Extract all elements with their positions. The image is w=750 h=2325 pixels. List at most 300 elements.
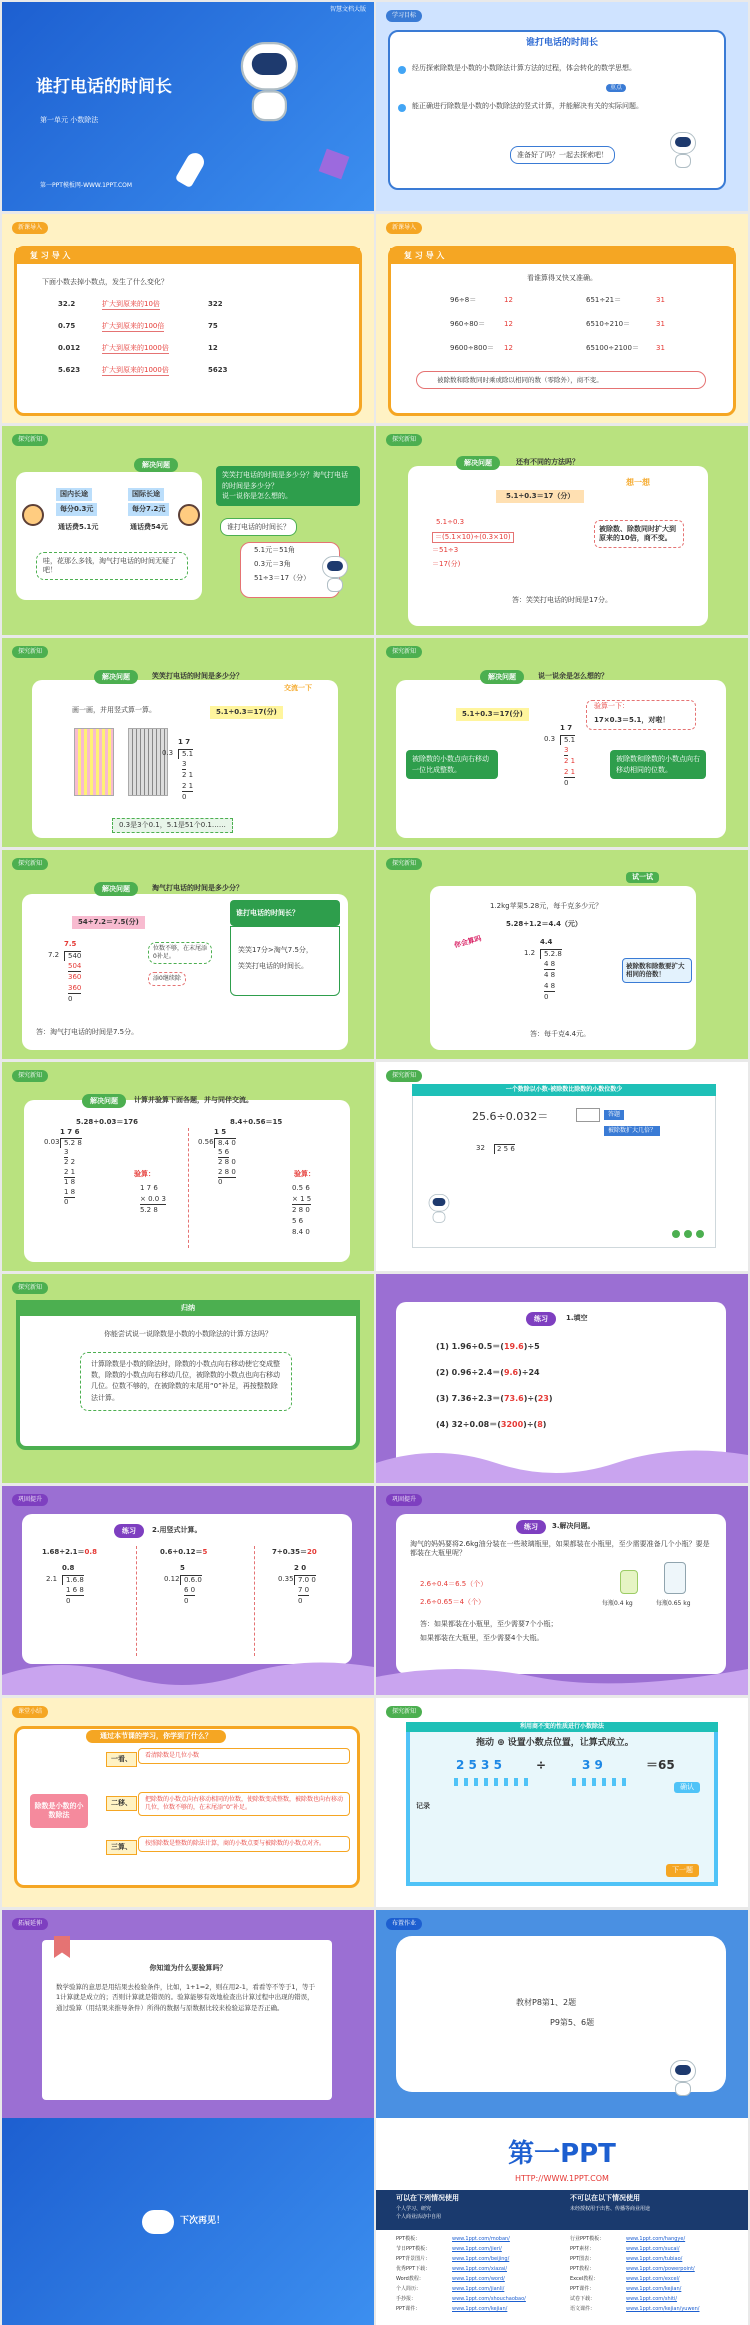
fill-answer: 9.6 — [503, 1368, 519, 1377]
control-button[interactable] — [696, 1230, 704, 1238]
credit-label: 节日PPT模板： — [396, 2246, 431, 2252]
confirm-button[interactable]: 确认 — [674, 1782, 700, 1793]
robot-mascot — [666, 132, 700, 172]
note-continue: 添0继续除 — [148, 972, 186, 986]
verify-line: × 0.0 3 — [140, 1195, 166, 1205]
credit-label: PPT教程： — [570, 2266, 595, 2272]
credit-label: PPT素材： — [570, 2246, 595, 2252]
div-step: 3 — [64, 1148, 68, 1158]
slide-tag: 探究新知 — [386, 434, 422, 446]
credit-link[interactable]: www.1ppt.com/hangye/ — [626, 2236, 686, 2242]
eq-1-answer: 0.8 — [84, 1548, 97, 1556]
step-text: 按照除数是整数的除法计算，商的小数点要与被除数的小数点对齐。 — [138, 1836, 350, 1852]
brand-label: 智慧文档大版 — [329, 6, 366, 13]
row-result: 12 — [208, 344, 218, 352]
robot-mascot — [318, 556, 352, 596]
row-number: 0.75 — [58, 322, 76, 330]
bullet-icon — [398, 104, 406, 112]
eq-3 — [272, 1548, 317, 1557]
fill-text: 7.36÷2.3＝( — [451, 1394, 504, 1403]
slide-check[interactable] — [376, 638, 748, 847]
question-title: 还有不同的方法吗？ — [516, 458, 579, 466]
next-button[interactable]: 下一题 — [666, 1864, 699, 1877]
credit-link[interactable]: www.1ppt.com/beijing/ — [452, 2256, 510, 2262]
credit-label: 行业PPT模板： — [570, 2236, 605, 2242]
review-question: 看谁算得又快又准确。 — [527, 274, 597, 282]
answer-button[interactable]: 答题 — [604, 1110, 624, 1120]
eq-step: ＝(5.1×10)÷(0.3×10) — [432, 532, 514, 543]
question-sub: 说一说你是怎么想的。 — [222, 492, 292, 500]
div-step: 5 6 — [218, 1148, 229, 1158]
review-banner: 复 习 导 入 — [390, 248, 734, 264]
div-dividend: 5.2.8 — [540, 949, 562, 959]
eq-step: 5.1÷0.3 — [436, 518, 465, 526]
robot-mascot — [425, 1194, 452, 1226]
eq-left: 5.28÷0.03＝176 — [76, 1118, 139, 1126]
slide-tag: 巩固提升 — [386, 1494, 422, 1506]
question-box — [216, 466, 360, 506]
question-title: 淘气打电话的时间是多少分？ — [152, 884, 243, 892]
review-question: 下面小数去掉小数点，发生了什么变化？ — [42, 278, 168, 286]
plus-sign: ÷ — [536, 1758, 547, 1772]
fill-answer: 23 — [537, 1394, 549, 1403]
goodbye-text: 下次再见！ — [180, 2216, 226, 2226]
decimal-slot-track[interactable] — [454, 1778, 534, 1786]
row-expression: 6510÷210＝ — [586, 320, 631, 328]
div-step: 4 8 — [544, 960, 555, 970]
div-divisor: 2.1 — [46, 1575, 58, 1583]
eq-step: ＝17(分) — [432, 560, 461, 568]
div-step: 360 — [68, 984, 81, 994]
fill-number: (1) — [436, 1342, 452, 1351]
hint-button[interactable]: 被除数扩大几倍？ — [604, 1126, 660, 1136]
row-change: 扩大到原来的10倍 — [102, 300, 160, 310]
credit-label: PPT课件： — [396, 2306, 421, 2312]
compare-head: 谁打电话的时间长？ — [230, 900, 340, 926]
top-equation: 5.1÷0.3＝17(分) — [456, 708, 529, 721]
slide-fill[interactable] — [376, 1274, 748, 1483]
credit-link[interactable]: www.1ppt.com/xiazai/ — [452, 2266, 508, 2272]
row-expression: 651÷21＝ — [586, 296, 622, 304]
fill-number: (4) — [436, 1420, 452, 1429]
compare-line: 笑笑打电话的时间长。 — [238, 962, 308, 970]
credit-label: PPT背景图片： — [396, 2256, 431, 2262]
practice-title: 1.填空 — [566, 1314, 588, 1322]
row-answer: 12 — [504, 344, 513, 352]
credit-link[interactable]: www.1ppt.com/kejian/yuwen/ — [626, 2306, 700, 2312]
credits-head-1: 可以在下列情况使用 — [396, 2194, 459, 2202]
control-button[interactable] — [684, 1230, 692, 1238]
answer-input[interactable] — [576, 1108, 600, 1122]
div-step: 0 — [66, 1597, 71, 1605]
control-button[interactable] — [672, 1230, 680, 1238]
credit-link[interactable]: www.1ppt.com/shouchaobao/ — [452, 2296, 526, 2302]
objectives-head: 谁打电话的时间长 — [525, 38, 598, 48]
cover-subtitle: 第一单元 小数除法 — [40, 116, 99, 124]
credits-head-2: 不可以在以下情况使用 — [570, 2194, 640, 2202]
div-quotient: 0.8 — [62, 1564, 75, 1572]
div-quotient: 5 — [180, 1564, 185, 1572]
rocket-icon — [175, 150, 208, 188]
note-pad-zero: 位数不够，在末尾添0补足。 — [148, 942, 212, 964]
equation-line: 5.28÷1.2＝4.4（元） — [506, 920, 582, 928]
row-number: 0.012 — [58, 344, 81, 352]
row-answer: 12 — [504, 320, 513, 328]
credit-link[interactable]: www.1ppt.com/excel/ — [626, 2276, 680, 2282]
credit-link[interactable]: www.1ppt.com/shiti/ — [626, 2296, 678, 2302]
div-divisor: 7.2 — [48, 951, 60, 959]
number-2: 3 9 — [582, 1758, 603, 1772]
verify-label: 验算： — [294, 1170, 315, 1178]
rule-note: 被除数和除数同时乘或除以相同的数（零除外），商不变。 — [416, 371, 706, 389]
credits-url: HTTP://WWW.1PPT.COM — [515, 2174, 609, 2183]
topic-pill: 解决问题 — [94, 670, 138, 684]
cube-icon — [319, 149, 350, 180]
div-step: 0 — [68, 995, 73, 1003]
practice-pill: 练习 — [526, 1312, 556, 1326]
small-bottle-label: 每瓶0.4 kg — [602, 1600, 633, 1607]
instruction-line: 画一画，并用竖式算一算。 — [72, 706, 156, 714]
solution-1: 2.6÷0.4＝6.5（个） — [420, 1580, 488, 1588]
tip-box: 被除数和除数要扩大相同的倍数！ — [622, 958, 692, 983]
slide-tag: 探究新知 — [386, 646, 422, 658]
slide-tag: 探究新知 — [12, 646, 48, 658]
div-quotient: 1 7 — [178, 738, 191, 746]
credits-logo: 第一PPT — [508, 2139, 616, 2169]
div-step: 1 6 8 — [66, 1586, 84, 1596]
answer-line: 答：笑笑打电话的时间是17分。 — [512, 596, 612, 604]
right-rule: 被除数和除数的小数点向右移动相同的位数。 — [610, 750, 706, 779]
div-divisor: 0.35 — [278, 1575, 294, 1583]
slide-goodbye[interactable] — [2, 2118, 374, 2325]
step-text: 把除数的小数点向右移动相同的位数，使除数变成整数，被除数也向右移动几位，位数不够的，在末尾添“0”补足。 — [138, 1792, 350, 1816]
record-label: 记录 — [416, 1802, 430, 1810]
row-change: 扩大到原来的1000倍 — [102, 366, 169, 376]
slide-tag: 布置作业 — [386, 1918, 422, 1930]
div-step: 1 8 — [64, 1178, 76, 1186]
div-step: 6 0 — [184, 1586, 195, 1596]
eq-2-answer: 5 — [202, 1548, 208, 1556]
div-step: 2 1 — [182, 771, 194, 779]
slide-tag: 拓展延伸 — [12, 1918, 48, 1930]
div-step: 4 8 — [544, 971, 556, 979]
summary-box: 计算除数是小数的除法时，除数的小数点向右移动使它变成整数，除数的小数点向右移动几位，被除数的小数点也向右移动几位。位数不够的，在被除数的末尾用“0”补足，再按整数除法计算。 — [80, 1352, 292, 1411]
slide-objectives[interactable] — [376, 2, 748, 211]
slide-tag: 巩固提升 — [12, 1494, 48, 1506]
grid-image-icon — [128, 728, 168, 796]
domestic-fee: 通话费5.1元 — [58, 523, 99, 531]
slide-qiqi[interactable] — [2, 850, 374, 1059]
eq-right: 8.4÷0.56＝15 — [230, 1118, 283, 1126]
fill-row — [436, 1368, 540, 1378]
decimal-slot-track[interactable] — [572, 1778, 632, 1786]
div-dividend: 540 — [64, 951, 81, 961]
row-result: 322 — [208, 300, 223, 308]
div-step: 1 8 — [64, 1188, 75, 1198]
fill-answer: 73.6 — [503, 1394, 524, 1403]
div-step: 0 — [218, 1178, 223, 1186]
grid-image-icon — [74, 728, 114, 796]
div-step: 2 8 0 — [218, 1158, 236, 1166]
div-divisor: 0.3 — [544, 735, 556, 743]
objective-2: 能正确进行除数是小数的小数除法的竖式计算，并能解决有关的实际问题。 — [412, 102, 643, 110]
rule-box: 被除数、除数同时扩大到原来的10倍，商不变。 — [594, 520, 684, 548]
fill-answer: 8 — [537, 1420, 543, 1429]
row-expression: 9600÷800＝ — [450, 344, 495, 352]
credit-label: 语文课件： — [570, 2306, 596, 2312]
slide-tag: 探究新知 — [12, 858, 48, 870]
fill-text: ) — [542, 1420, 547, 1429]
row-answer: 31 — [656, 344, 665, 352]
div-quotient: 4.4 — [540, 938, 553, 946]
div-step: 0 — [544, 993, 549, 1001]
topic-pill: 解决问题 — [456, 456, 500, 470]
div-quotient: 7.5 — [64, 940, 77, 948]
cloud-icon — [142, 2210, 174, 2234]
slide-review-2[interactable] — [376, 214, 748, 423]
divider — [188, 1128, 189, 1248]
step-label: 一看、 — [106, 1752, 137, 1767]
speech-bubble: 谁打电话的时间长？ — [220, 518, 297, 536]
extension-question: 你知道为什么要验算吗？ — [149, 1964, 227, 1972]
slide-review-1[interactable] — [2, 214, 374, 423]
slide-summary-method[interactable] — [2, 1274, 374, 1483]
fill-row — [436, 1420, 546, 1430]
answer-line: 如果都装在大瓶里，至少需要4个大瓶。 — [420, 1634, 544, 1642]
slide-draw[interactable] — [2, 638, 374, 847]
check-result: 17×0.3＝5.1，对啦！ — [594, 716, 670, 724]
slide-try[interactable] — [376, 850, 748, 1059]
slide-tag: 探究新知 — [386, 858, 422, 870]
star-label: 你会算吗 — [453, 934, 483, 950]
fill-number: (2) — [436, 1368, 452, 1377]
number-1: 2 5 3 5 — [456, 1758, 502, 1772]
verify-line: 0.5 6 — [292, 1184, 310, 1192]
small-bottle-icon — [620, 1570, 638, 1594]
row-result: 75 — [208, 322, 218, 330]
div-step: 2 1 — [564, 757, 576, 765]
div-divisor: 0.12 — [164, 1575, 180, 1583]
credit-link[interactable]: www.1ppt.com/powerpoint/ — [626, 2266, 695, 2272]
extension-body: 数学验算的意思是用结果去检验条件，比如，1+1=2，则在用2-1，看看等不等于1，等于1计算就是成立的；否则计算就是错误的。验算能够有效地检查出计算过程中出现的错误，通过验算（用结果来推导条件）所得的数据与原数据比较来检验运算是否正确。 — [56, 1983, 316, 2012]
robot-mascot — [232, 42, 307, 130]
credit-link[interactable]: www.1ppt.com/jianli/ — [452, 2286, 505, 2292]
credit-link[interactable]: www.1ppt.com/kejian/ — [626, 2286, 682, 2292]
kid-avatar — [178, 504, 200, 526]
divider — [254, 1546, 255, 1656]
large-bottle-label: 每瓶0.65 kg — [656, 1600, 691, 1607]
div-dividend: 0.6.0 — [180, 1575, 202, 1585]
slide-interactive[interactable] — [376, 1062, 748, 1271]
interactive-equation: 25.6÷0.032＝ — [472, 1110, 549, 1123]
practice-pill: 练习 — [516, 1520, 546, 1534]
fill-text: 0.96÷2.4＝( — [451, 1368, 504, 1377]
summary-topic: 除数是小数的小数除法 — [30, 1794, 88, 1828]
fill-row — [436, 1342, 540, 1352]
slide-tag: 探究新知 — [386, 1706, 422, 1718]
think-star: 想一想 — [626, 478, 650, 487]
step-label: 二移、 — [106, 1796, 137, 1811]
intl-label: 国际长途 — [128, 488, 164, 501]
credit-label: 手抄报： — [396, 2296, 417, 2302]
homework-line: P9第5、6题 — [550, 2018, 595, 2027]
fill-text: )÷( — [523, 1394, 538, 1403]
div-divisor: 0.3 — [162, 749, 174, 757]
slide-tag: 探究新知 — [12, 434, 48, 446]
div-step: 0 — [298, 1597, 303, 1605]
verify-line: 5 6 — [292, 1217, 304, 1225]
wave-decoration — [376, 1655, 748, 1695]
speech-bubble: 准备好了吗？一起去探索吧！ — [510, 146, 615, 164]
verify-line: 2 8 0 — [292, 1206, 310, 1214]
credit-link[interactable]: www.1ppt.com/sucai/ — [626, 2246, 680, 2252]
step-text: 看清除数是几位小数 — [138, 1748, 350, 1764]
credits-item: 个人商业活动中自用 — [396, 2214, 442, 2220]
kid-remark: 哇，花那么多钱，淘气打电话的时间无疑了吧！ — [36, 552, 188, 580]
div-step: 3 — [564, 746, 568, 756]
div-step: 3 — [182, 760, 186, 770]
fill-text: )÷5 — [523, 1342, 540, 1351]
slide-tag: 新课导入 — [386, 222, 422, 234]
review-banner: 复 习 导 入 — [16, 248, 360, 264]
calc-line: 5.1元＝51角 — [254, 546, 296, 554]
left-rule: 被除数的小数点向右移动一位比成整数。 — [406, 750, 498, 779]
topic-pill: 解决问题 — [480, 670, 524, 684]
slide-problem[interactable] — [2, 426, 374, 635]
slide-verify[interactable] — [2, 1062, 374, 1271]
step-label: 三算、 — [106, 1840, 137, 1855]
star-label: 交流一下 — [284, 684, 312, 692]
verify-line: 5.2 8 — [140, 1206, 158, 1214]
div-step: 0 — [182, 793, 187, 801]
answer-line: 答：每千克4.4元。 — [530, 1030, 591, 1038]
credit-link[interactable]: www.1ppt.com/kejian/ — [452, 2306, 508, 2312]
key-badge: 重点 — [606, 84, 626, 92]
verify-label: 验算： — [134, 1170, 155, 1178]
slide-word-problem[interactable] — [376, 1486, 748, 1695]
credit-link[interactable]: www.1ppt.com/tubiao/ — [626, 2256, 683, 2262]
slide-tag: 探究新知 — [386, 1070, 422, 1082]
row-number: 5.623 — [58, 366, 81, 374]
credit-label: PPT模板： — [396, 2236, 421, 2242]
summary-question: 你能尝试说一说除数是小数的小数除法的计算方法吗？ — [104, 1330, 272, 1338]
question-title: 计算并验算下面各题，并与同伴交流。 — [134, 1096, 253, 1104]
top-equation: 54÷7.2＝7.5(分) — [72, 916, 145, 929]
slide-vertical[interactable] — [2, 1486, 374, 1695]
interactive-frame — [412, 1084, 716, 1248]
div-dividend: 8.4 0 — [214, 1138, 236, 1148]
slide-method-2[interactable] — [376, 426, 748, 635]
eq-2-text: 0.6÷0.12＝ — [160, 1548, 203, 1556]
div-step: 2 8 0 — [218, 1168, 236, 1178]
compare-line: 笑笑17分>淘气7.5分， — [238, 946, 313, 954]
cover-footer: 第一PPT模板网-WWW.1PPT.COM — [40, 182, 133, 189]
top-equation: 5.1÷0.3＝17（分） — [496, 490, 584, 503]
slide-homework[interactable] — [376, 1910, 748, 2119]
div-dividend: 5.1 — [560, 735, 575, 745]
div-step: 7 0 — [298, 1586, 309, 1596]
div-divisor: 32 — [476, 1144, 485, 1152]
row-answer: 12 — [504, 296, 513, 304]
top-equation: 5.1÷0.3＝17(分) — [210, 706, 283, 719]
topic-pill: 解决问题 — [134, 458, 178, 472]
problem-card — [396, 1514, 726, 1674]
credit-link[interactable]: www.1ppt.com/word/ — [452, 2276, 505, 2282]
div-dividend: 2 5 6 — [494, 1144, 515, 1154]
verify-line: × 1 5 — [292, 1195, 311, 1205]
credit-label: 试卷下载： — [570, 2296, 596, 2302]
div-dividend: 7.0 0 — [294, 1575, 316, 1585]
cover-title: 谁打电话的时间长 — [36, 77, 172, 97]
slide-tag: 学习目标 — [386, 10, 422, 22]
verify-line: 8.4 0 — [292, 1228, 310, 1236]
practice-title: 2.用竖式计算。 — [152, 1526, 202, 1534]
intl-rate: 每分7.2元 — [128, 503, 169, 516]
divider — [136, 1546, 137, 1656]
slide-summary[interactable] — [2, 1698, 374, 1907]
kid-avatar — [22, 504, 44, 526]
credits-item: 个人学习、研究 — [396, 2206, 432, 2212]
div-dividend: 1.6.8 — [62, 1575, 84, 1585]
drag-instruction: 拖动 ⊕ 设置小数点位置，让算式成立。 — [476, 1738, 634, 1748]
topic-pill: 解决问题 — [82, 1094, 126, 1108]
eq-3-text: 7÷0.35＝ — [272, 1548, 308, 1556]
div-divisor: 0.56 — [198, 1138, 214, 1146]
div-step: 2 1 — [564, 768, 575, 778]
problem-text: 淘气的妈妈要将2.6kg油分装在一些玻璃瓶里，如果都装在小瓶里，至少需要准备几个小瓶？要是都装在大瓶里呢？ — [410, 1540, 710, 1558]
credits-item: 未经授权用于出售、传播等商业用途 — [570, 2206, 651, 2212]
wave-decoration — [2, 1655, 374, 1695]
result: ＝65 — [646, 1758, 675, 1772]
row-answer: 31 — [656, 320, 665, 328]
div-step: 0 — [64, 1198, 69, 1206]
credit-label: PPT课件： — [570, 2286, 595, 2292]
row-expression: 96÷8＝ — [450, 296, 477, 304]
fill-row — [436, 1394, 553, 1404]
practice-pill: 练习 — [114, 1524, 144, 1538]
eq-1-text: 1.68÷2.1＝ — [42, 1548, 85, 1556]
practice-title: 3.解决问题。 — [552, 1522, 595, 1530]
div-quotient: 1 5 — [214, 1128, 227, 1136]
bottom-note: 0.3是3个0.1，5.1是51个0.1…… — [112, 818, 233, 833]
slide-extension[interactable] — [2, 1910, 374, 2119]
robot-mascot — [666, 2060, 700, 2100]
fill-answer: 19.6 — [503, 1342, 524, 1351]
answer-line: 答：如果都装在小瓶里，至少需要7个小瓶； — [420, 1620, 558, 1628]
fill-number: (3) — [436, 1394, 452, 1403]
div-dividend: 5.2 8 — [60, 1138, 82, 1148]
credit-link[interactable]: www.1ppt.com/moban/ — [452, 2236, 510, 2242]
row-result: 5623 — [208, 366, 228, 374]
div-divisor: 1.2 — [524, 949, 536, 957]
credit-label: PPT图表： — [570, 2256, 595, 2262]
row-number: 32.2 — [58, 300, 76, 308]
eq-2 — [160, 1548, 207, 1557]
div-quotient: 1 7 6 — [60, 1128, 80, 1136]
div-step: 4 8 — [544, 982, 555, 992]
slide-tag: 课堂小结 — [12, 1706, 48, 1718]
eq-step: ＝51÷3 — [432, 546, 459, 554]
div-quotient: 1 7 — [560, 724, 573, 732]
slide-cover[interactable] — [2, 2, 374, 211]
slide-drag[interactable] — [376, 1698, 748, 1907]
credit-link[interactable]: www.1ppt.com/jieri/ — [452, 2246, 502, 2252]
try-label: 试一试 — [626, 872, 659, 883]
bullet-icon — [398, 66, 406, 74]
eq-1 — [42, 1548, 97, 1557]
slide-credits[interactable] — [376, 2118, 748, 2325]
div-divisor: 0.03 — [44, 1138, 60, 1146]
